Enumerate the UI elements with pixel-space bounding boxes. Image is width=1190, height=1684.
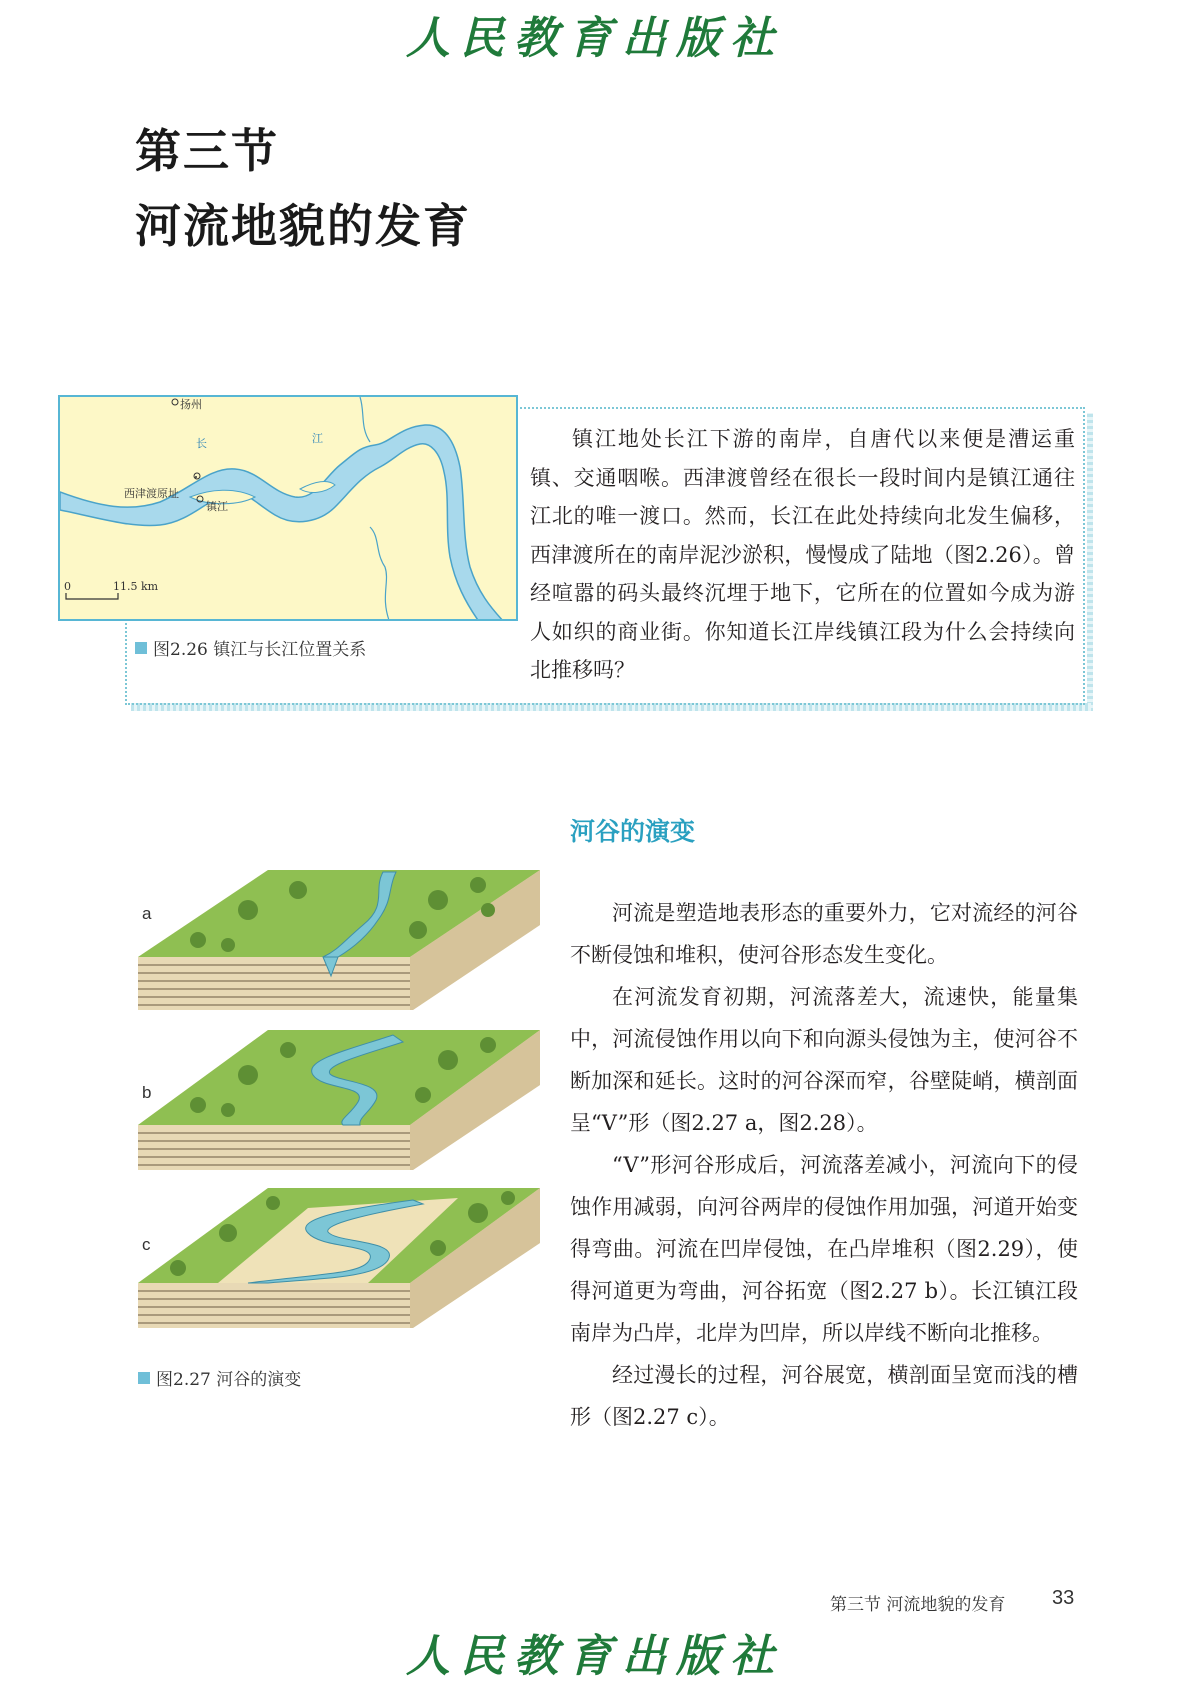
block-diagram-c (138, 1188, 540, 1328)
xijindu-marker (194, 473, 200, 479)
zhenjiang-map (58, 395, 518, 621)
section-heading: 河谷的演变 (570, 817, 696, 846)
figure-label-c: c (142, 1235, 151, 1254)
block-diagram-b (138, 1030, 540, 1170)
figure-label-b: b (142, 1083, 152, 1102)
tributary (360, 397, 370, 442)
paragraph-1: 河流是塑造地表形态的重要外力，它对流经的河谷不断侵蚀和堆积，使河谷形态发生变化。 (570, 901, 1078, 967)
caption-marker (135, 642, 147, 654)
body-text (570, 892, 1078, 1438)
caption-marker-2 (138, 1372, 150, 1384)
map-label-jiang: 江 (312, 432, 323, 445)
page-number: 33 (1052, 1587, 1075, 1609)
xijindu-dot (195, 476, 197, 478)
scale-bar (66, 593, 118, 599)
publisher-logo-bottom: 人民教育出版社 (406, 1631, 784, 1682)
scale-zero: 0 (64, 580, 71, 593)
map-label-zhenjiang: 镇江 (206, 500, 228, 513)
map-label-chang: 长 (196, 437, 207, 450)
caption-text-2: 图2.27 河谷的演变 (156, 1370, 302, 1390)
running-footer: 第三节 河流地貌的发育 (830, 1595, 1006, 1615)
map-label-xijindu: 西津渡原址 (124, 487, 179, 500)
intro-box-shadow-right (1087, 413, 1093, 711)
scale-km: 11.5 km (113, 580, 159, 593)
caption-text: 图2.26 镇江与长江位置关系 (153, 640, 367, 660)
section-title: 河流地貌的发育 (135, 199, 471, 253)
yangzhou-marker (172, 399, 178, 405)
tributary-2 (370, 527, 390, 621)
figure-caption-2-27 (138, 1365, 301, 1390)
figure-label-a: a (142, 904, 152, 923)
paragraph-3: “V”形河谷形成后，河流落差减小，河流向下的侵蚀作用减弱，向河谷两岸的侵蚀作用加强，河道开始变得弯曲。河流在凹岸侵蚀，在凸岸堆积（图2.29），使得河道更为弯曲，河谷拓宽（图2.27 b）。长江镇江段南岸为凸岸，北岸为凹岸，所以岸线不断向北推移。 (570, 1153, 1078, 1345)
block-diagram-a (138, 870, 540, 1010)
intro-paragraph: 镇江地处长江下游的南岸，自唐代以来便是漕运重镇、交通咽喉。西津渡曾经在很长一段时间内是镇江通往江北的唯一渡口。然而，长江在此处持续向北发生偏移，西津渡所在的南岸泥沙淤积，慢慢成了陆地（图2.26）。曾经喧嚣的码头最终沉埋于地下，它所在的位置如今成为游人如织的商业街。你知道长江岸线镇江段为什么会持续向北推移吗？ (530, 427, 1075, 682)
paragraph-4: 经过漫长的过程，河谷展宽，横剖面呈宽而浅的槽形（图2.27 c）。 (570, 1363, 1078, 1429)
section-number: 第三节 (135, 124, 279, 178)
figure-caption-2-26 (135, 635, 366, 660)
paragraph-2: 在河流发育初期，河流落差大，流速快，能量集中，河流侵蚀作用以向下和向源头侵蚀为主，使河谷不断加深和延长。这时的河谷深而窄，谷壁陡峭，横剖面呈“V”形（图2.27 a，图2.28）。 (570, 985, 1078, 1135)
map-label-yangzhou: 扬州 (180, 398, 202, 411)
publisher-logo-top: 人民教育出版社 (406, 13, 784, 64)
